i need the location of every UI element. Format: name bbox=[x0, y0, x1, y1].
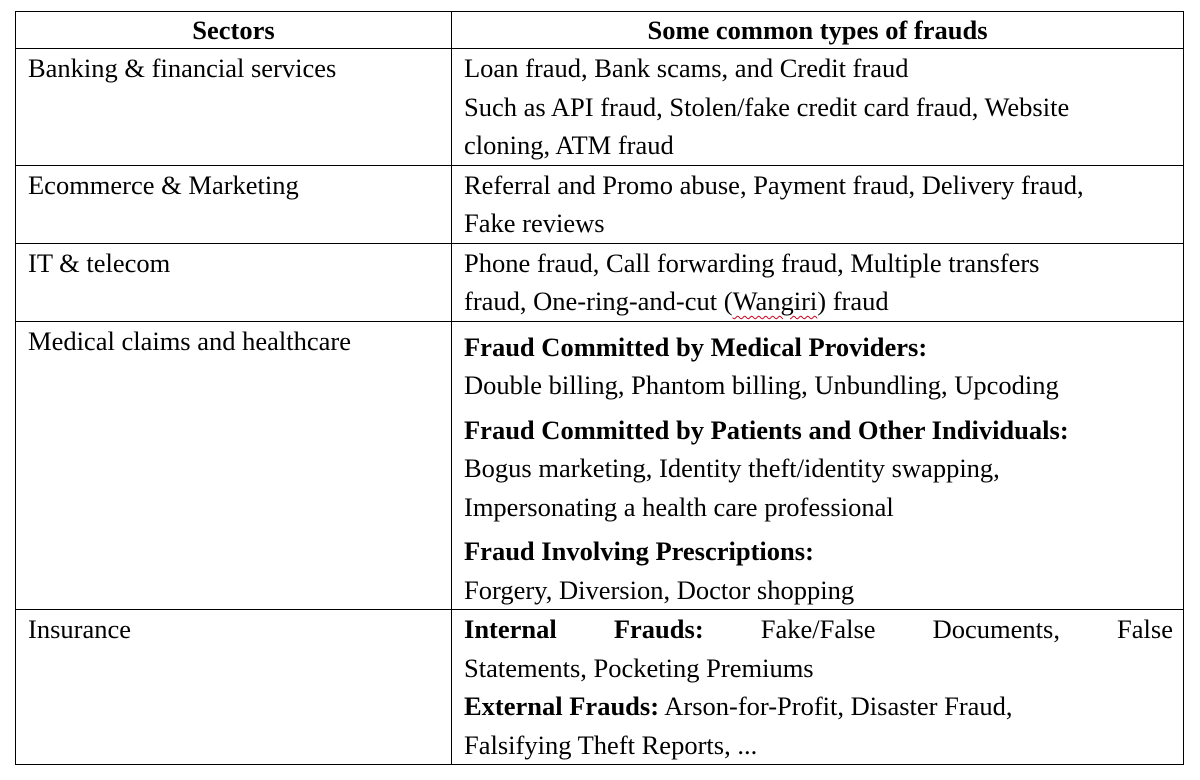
table-row-medical bbox=[16, 321, 1184, 610]
fraud-word: Fake/False bbox=[760, 614, 876, 644]
fraud-line: Referral and Promo abuse, Payment fraud, Delivery fraud, bbox=[464, 169, 1084, 200]
fraud-group-heading: Fraud Committed by Medical Providers: bbox=[464, 331, 928, 362]
fraud-line: Loan fraud, Bank scams, and Credit fraud bbox=[464, 53, 909, 83]
sector-label: Insurance bbox=[28, 614, 131, 644]
fraud-line: Forgery, Diversion, Doctor shopping bbox=[464, 574, 855, 605]
fraud-cell bbox=[452, 243, 1184, 321]
fraud-line: Bogus marketing, Identity theft/identity swapping, bbox=[464, 453, 1000, 483]
fraud-line: Impersonating a health care professional bbox=[464, 491, 894, 522]
fraud-line: Phone fraud, Call forwarding fraud, Multiple transfers bbox=[464, 247, 1040, 278]
internal-label-word: Internal bbox=[464, 614, 557, 644]
fraud-cell bbox=[452, 165, 1184, 243]
fraud-cell bbox=[452, 321, 1184, 610]
sector-label: Ecommerce & Marketing bbox=[28, 169, 299, 200]
sector-label: Banking & financial services bbox=[28, 53, 337, 83]
sector-label: Medical claims and healthcare bbox=[28, 325, 351, 356]
table-row-it-telecom bbox=[16, 243, 1184, 321]
fraud-line: Fake reviews bbox=[464, 208, 605, 238]
fraud-cell bbox=[452, 610, 1184, 765]
internal-label-word: Frauds: bbox=[613, 614, 704, 644]
external-frauds-line bbox=[464, 687, 1173, 726]
sector-cell bbox=[16, 49, 452, 166]
fraud-line: Statements, Pocketing Premiums bbox=[464, 652, 814, 683]
table-row-insurance bbox=[16, 610, 1184, 765]
fraud-cell bbox=[452, 49, 1184, 166]
sector-cell bbox=[16, 610, 452, 765]
internal-frauds-line bbox=[464, 610, 1173, 649]
fraud-text: fraud, One-ring-and-cut ( bbox=[464, 286, 733, 316]
external-label: External Frauds: bbox=[464, 691, 660, 721]
fraud-group-heading: Fraud Committed by Patients and Other Individuals: bbox=[464, 414, 1069, 445]
sector-cell bbox=[16, 321, 452, 610]
fraud-group-heading: Fraud Involving Prescriptions: bbox=[464, 536, 814, 566]
fraud-group bbox=[464, 328, 1173, 405]
fraud-line: Such as API fraud, Stolen/fake credit card fraud, Website bbox=[464, 91, 1070, 122]
fraud-group bbox=[464, 411, 1173, 527]
header-fraud-types: Some common types of frauds bbox=[452, 12, 1184, 49]
header-sectors: Sectors bbox=[16, 12, 452, 49]
table-row-ecommerce bbox=[16, 165, 1184, 243]
sector-cell bbox=[16, 243, 452, 321]
fraud-line bbox=[464, 282, 1173, 321]
table-row-banking bbox=[16, 49, 1184, 166]
fraud-line: Falsifying Theft Reports, ... bbox=[464, 729, 758, 760]
fraud-group bbox=[464, 532, 1173, 609]
fraud-types-table bbox=[15, 11, 1184, 765]
fraud-line: Double billing, Phantom billing, Unbundling, Upcoding bbox=[464, 370, 1059, 400]
fraud-word: Documents, bbox=[932, 614, 1060, 644]
sector-cell bbox=[16, 165, 452, 243]
table-header-row bbox=[16, 12, 1184, 49]
fraud-word: False bbox=[1117, 614, 1173, 644]
spellcheck-flagged-word: Wangiri bbox=[732, 286, 818, 316]
fraud-text: Arson-for-Profit, Disaster Fraud, bbox=[659, 691, 1013, 721]
fraud-text: ) fraud bbox=[817, 286, 889, 316]
fraud-line: cloning, ATM fraud bbox=[464, 130, 674, 160]
sector-label: IT & telecom bbox=[28, 247, 171, 278]
